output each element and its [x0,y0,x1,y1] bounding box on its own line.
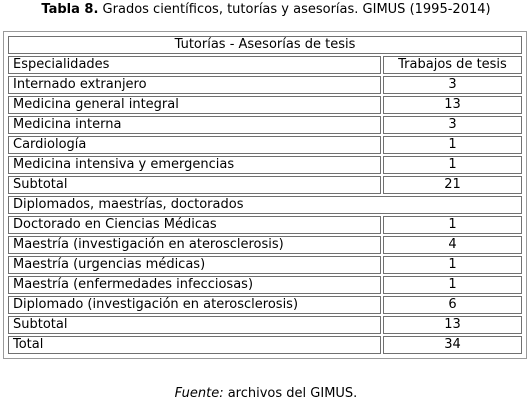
row-value: 1 [383,136,522,154]
table-row [8,296,522,314]
total-row [8,336,522,354]
row-value: 3 [383,116,522,134]
table-row [8,136,522,154]
row-label: Diplomado (investigación en aterosclerosis) [8,296,381,314]
subtotal-value: 21 [383,176,522,194]
row-label: Cardiología [8,136,381,154]
source-label: Fuente: [174,386,224,401]
row-value: 6 [383,296,522,314]
row-value: 3 [383,76,522,94]
table-row [8,276,522,294]
row-label: Maestría (urgencias médicas) [8,256,381,274]
row-value: 4 [383,236,522,254]
thesis-table-container [3,31,527,359]
row-label: Maestría (investigación en aterosclerosis) [8,236,381,254]
table-title-row [8,36,522,54]
column-header-specialties: Especialidades [8,56,381,74]
caption-text: Grados científicos, tutorías y asesorías. GIMUS (1995-2014) [98,2,491,17]
row-label: Medicina intensiva y emergencias [8,156,381,174]
table-row [8,236,522,254]
row-value: 1 [383,156,522,174]
row-label: Medicina interna [8,116,381,134]
row-value: 1 [383,276,522,294]
subtotal-value: 13 [383,316,522,334]
table-row [8,76,522,94]
row-label: Medicina general integral [8,96,381,114]
row-label: Internado extranjero [8,76,381,94]
row-value: 1 [383,256,522,274]
table-row [8,216,522,234]
section-title: Diplomados, maestrías, doctorados [8,196,522,214]
source-text: archivos del GIMUS. [223,386,358,401]
caption-label: Tabla 8. [41,2,99,17]
subtotal-label: Subtotal [8,316,381,334]
column-header-thesis-count: Trabajos de tesis [383,56,522,74]
table-row [8,256,522,274]
thesis-table [6,34,524,356]
total-label: Total [8,336,381,354]
table-source-note [0,385,532,402]
table-row [8,116,522,134]
subtotal-label: Subtotal [8,176,381,194]
row-value: 13 [383,96,522,114]
total-value: 34 [383,336,522,354]
row-label: Doctorado en Ciencias Médicas [8,216,381,234]
subtotal-row [8,176,522,194]
table-caption [0,1,532,18]
column-header-row [8,56,522,74]
table-title: Tutorías - Asesorías de tesis [8,36,522,54]
table-row [8,156,522,174]
section-title-row [8,196,522,214]
table-row [8,96,522,114]
subtotal-row [8,316,522,334]
row-value: 1 [383,216,522,234]
row-label: Maestría (enfermedades infecciosas) [8,276,381,294]
